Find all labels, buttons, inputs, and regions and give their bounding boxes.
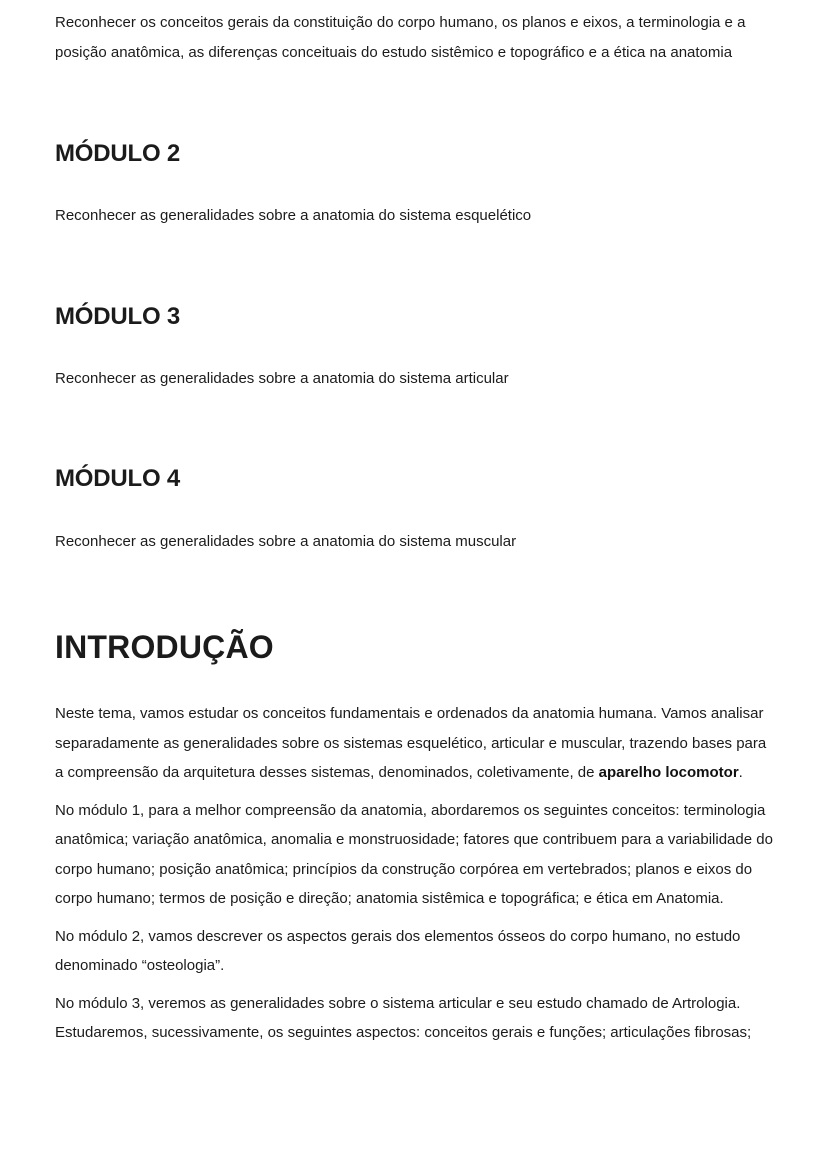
module-2-title: MÓDULO 2 [55,140,181,167]
introduction-paragraph-1-end: . [738,764,743,781]
introduction-paragraph-1 [55,699,776,788]
module-1-objective: Reconhecer os conceitos gerais da constituição do corpo humano, os planos e eixos, a terminologia e a posição anatômica, as diferenças conceituais do estudo sistêmico e topográfico e a ética na anatomia [55,14,746,61]
module-2-objective: Reconhecer as generalidades sobre a anatomia do sistema esquelético [55,207,532,224]
introduction-paragraph-1-text: Neste tema, vamos estudar os conceitos fundamentais e ordenados da anatomia humana. Vamos analisar separadamente as generalidades sobre os sistemas esquelético, articular e muscular, trazendo bases para a compreensão da arquitetura desses sistemas, denominados, coletivamente, de [55,705,767,781]
introduction-paragraph-4: No módulo 3, veremos as generalidades sobre o sistema articular e seu estudo chamado de Artrologia. Estudaremos, sucessivamente, os seguintes aspectos: conceitos gerais e funções; articulações fibrosas; [55,994,752,1041]
introduction-paragraph-2: No módulo 1, para a melhor compreensão da anatomia, abordaremos os seguintes conceitos: terminologia anatômica; variação anatômica, anomalia e monstruosidade; fatores que contribuem para a variabilidade do corpo humano; posição anatômica; princípios da construção corpórea em vertebrados; planos e eixos do corpo humano; termos de posição e direção; anatomia sistêmica e topográfica; e ética em Anatomia. [55,801,773,907]
module-3-objective: Reconhecer as generalidades sobre a anatomia do sistema articular [55,370,509,387]
module-4-objective: Reconhecer as generalidades sobre a anatomia do sistema muscular [55,533,517,550]
introduction-paragraph-3: No módulo 2, vamos descrever os aspectos gerais dos elementos ósseos do corpo humano, no estudo denominado “osteologia”. [55,927,741,974]
module-4-title: MÓDULO 4 [55,465,181,492]
introduction-title: INTRODUÇÃO [55,629,274,665]
introduction-body [55,699,776,1056]
module-3-title: MÓDULO 3 [55,303,181,330]
aparelho-locomotor-term: aparelho locomotor [598,764,739,781]
